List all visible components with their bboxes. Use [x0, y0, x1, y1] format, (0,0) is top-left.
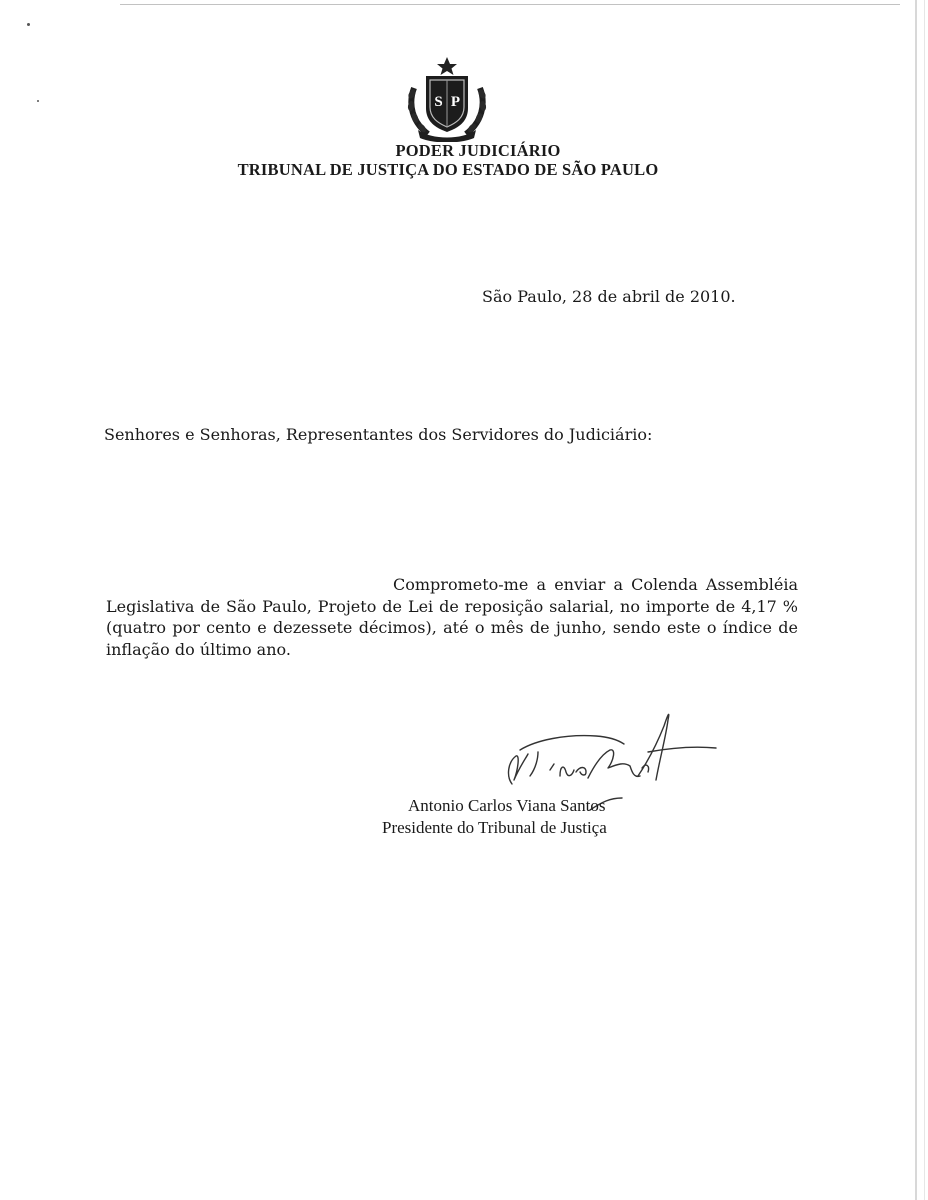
- scan-edge-right-inner: [924, 0, 925, 1200]
- body-paragraph: [106, 574, 798, 660]
- letterhead-line-1: PODER JUDICIÁRIO: [395, 141, 561, 160]
- scan-speck: [37, 100, 39, 102]
- scan-speck: [27, 23, 30, 26]
- body-text: Comprometo-me a enviar a Colenda Assembléia Legislativa de São Paulo, Projeto de Lei de reposição salarial, no importe de 4,17 % (quatro por cento e dezessete décimos), até o mês de junho, sendo este o índice de inflação do último ano.: [106, 575, 798, 659]
- scan-edge-right: [915, 0, 917, 1200]
- scan-edge-top: [120, 4, 900, 5]
- signer-title: Presidente do Tribunal de Justiça: [382, 818, 607, 837]
- sp-coat-of-arms-icon: [406, 56, 488, 142]
- signer-name: Antonio Carlos Viana Santos: [408, 796, 606, 815]
- emblem-letter-s: S: [434, 94, 443, 110]
- emblem-letter-p: P: [450, 94, 461, 110]
- letter-date: São Paulo, 28 de abril de 2010.: [482, 287, 736, 306]
- letterhead-line-2: TRIBUNAL DE JUSTIÇA DO ESTADO DE SÃO PAULO: [237, 160, 659, 179]
- salutation: Senhores e Senhoras, Representantes dos Servidores do Judiciário:: [104, 425, 653, 444]
